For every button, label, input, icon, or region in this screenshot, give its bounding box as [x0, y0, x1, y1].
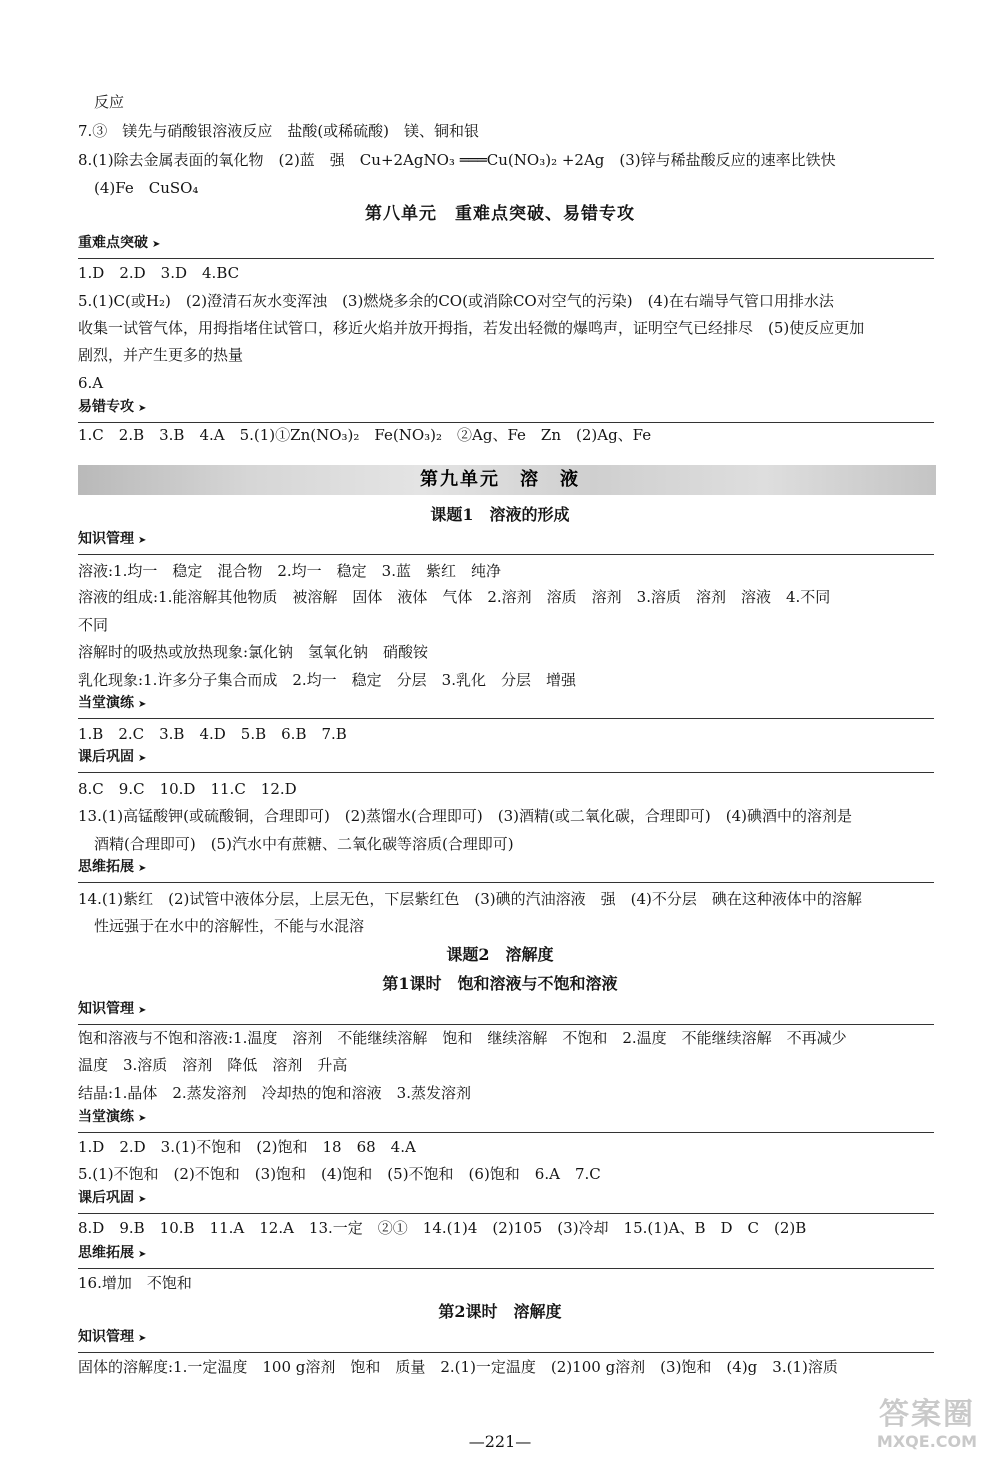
- watermark-text: 答案圈: [879, 1397, 975, 1432]
- section-label: 思维拓展: [78, 1245, 134, 1261]
- answer-line: 1.C 2.B 3.B 4.A 5.(1)①Zn(NO₃)₂ Fe(NO₃)₂ ②Ag、Fe Zn (2)Ag、Fe: [78, 426, 652, 444]
- answer-line: 性远强于在水中的溶解性，不能与水混溶: [94, 917, 365, 935]
- watermark-logo: [862, 1397, 992, 1470]
- answer-line: 5.(1)不饱和 (2)不饱和 (3)饱和 (4)饱和 (5)不饱和 (6)饱和 6.A 7.C: [78, 1165, 601, 1183]
- answer-line: 溶液:1.均一 稳定 混合物 2.均一 稳定 3.蓝 紫红 纯净: [78, 562, 501, 580]
- answer-line: 溶液的组成:1.能溶解其他物质 被溶解 固体 液体 气体 2.溶剂 溶质 溶剂 3.溶质 溶剂 溶液 4.不同: [78, 588, 831, 606]
- section-label: 知识管理: [78, 1001, 134, 1017]
- arrow-icon: ➤: [138, 753, 147, 764]
- answer-line: 14.(1)紫红 (2)试管中液体分层，上层无色，下层紫红色 (3)碘的汽油溶液 强 (4)不分层 碘在这种液体中的溶解: [78, 890, 862, 908]
- answer-line: 6.A: [78, 374, 104, 392]
- section-label: 课后巩固: [78, 1190, 134, 1206]
- answer-line: 1.D 2.D 3.(1)不饱和 (2)饱和 18 68 4.A: [78, 1138, 416, 1156]
- section-header-in-class: [78, 1110, 934, 1133]
- section-header-after-class: [78, 1191, 934, 1214]
- arrow-icon: ➤: [152, 239, 161, 250]
- section-label: 易错专攻: [78, 399, 134, 415]
- answer-line: 16.增加 不饱和: [78, 1274, 192, 1292]
- answer-line: 酒精(合理即可) (5)汽水中有蔗糖、二氧化碳等溶质(合理即可): [94, 835, 514, 853]
- arrow-icon: ➤: [138, 1005, 147, 1016]
- answer-line-8-cont: (4)Fe CuSO₄: [94, 179, 199, 197]
- answer-line: 8.D 9.B 10.B 11.A 12.A 13.一定 ②① 14.(1)4 (2)105 (3)冷却 15.(1)A、B D C (2)B: [78, 1219, 807, 1237]
- section-header-knowledge: [78, 532, 934, 555]
- answer-line: 乳化现象:1.许多分子集合而成 2.均一 稳定 分层 3.乳化 分层 增强: [78, 671, 576, 689]
- section-label: 重难点突破: [78, 235, 148, 251]
- section-header-key-points: [78, 236, 934, 259]
- section-label: 当堂演练: [78, 695, 134, 711]
- section-label: 当堂演练: [78, 1109, 134, 1125]
- unit-9-title: 第九单元 溶 液: [420, 469, 580, 490]
- arrow-icon: ➤: [138, 1333, 147, 1344]
- answer-line: 溶解时的吸热或放热现象:氯化钠 氢氧化钠 硝酸铵: [78, 643, 429, 661]
- section-header-extension: [78, 1246, 934, 1269]
- section-label: 知识管理: [78, 531, 134, 547]
- answer-line-8: 8.(1)除去金属表面的氧化物 (2)蓝 强 Cu+2AgNO₃ ═══Cu(NO₃)₂ +2Ag (3)锌与稀盐酸反应的速率比铁快: [78, 151, 836, 169]
- answer-line: 1.D 2.D 3.D 4.BC: [78, 264, 240, 282]
- answer-line: 结晶:1.晶体 2.蒸发溶剂 冷却热的饱和溶液 3.蒸发溶剂: [78, 1084, 471, 1102]
- section-header-knowledge: [78, 1002, 934, 1025]
- arrow-icon: ➤: [138, 863, 147, 874]
- lesson-1-title: 课题1 溶液的形成: [430, 505, 570, 524]
- lesson-2-title: 课题2 溶解度: [446, 945, 554, 964]
- period-2-title: 第2课时 溶解度: [438, 1302, 562, 1321]
- answer-line: 剧烈，并产生更多的热量: [78, 346, 244, 364]
- answer-line: 8.C 9.C 10.D 11.C 12.D: [78, 780, 297, 798]
- arrow-icon: ➤: [138, 535, 147, 546]
- arrow-icon: ➤: [138, 1113, 147, 1124]
- section-header-knowledge: [78, 1330, 934, 1353]
- answer-line: 13.(1)高锰酸钾(或硫酸铜，合理即可) (2)蒸馏水(合理即可) (3)酒精(或二氧化碳，合理即可) (4)碘酒中的溶剂是: [78, 807, 852, 825]
- arrow-icon: ➤: [138, 1194, 147, 1205]
- section-header-in-class: [78, 696, 934, 719]
- arrow-icon: ➤: [138, 699, 147, 710]
- section-header-error-prone: [78, 400, 934, 423]
- watermark-url: MXQE.COM: [876, 1432, 978, 1451]
- page-number: —221—: [468, 1432, 532, 1451]
- section-header-extension: [78, 860, 934, 883]
- answer-line: 收集一试管气体，用拇指堵住试管口，移近火焰并放开拇指，若发出轻微的爆鸣声，证明空气已经排尽 (5)使反应更加: [78, 319, 865, 337]
- arrow-icon: ➤: [138, 403, 147, 414]
- period-1-title: 第1课时 饱和溶液与不饱和溶液: [382, 974, 618, 993]
- answer-line: 温度 3.溶质 溶剂 降低 溶剂 升高: [78, 1056, 348, 1074]
- answer-line: 饱和溶液与不饱和溶液:1.温度 溶剂 不能继续溶解 饱和 继续溶解 不饱和 2.温度 不能继续溶解 不再减少: [78, 1029, 847, 1047]
- section-label: 知识管理: [78, 1329, 134, 1345]
- section-label: 课后巩固: [78, 749, 134, 765]
- answer-line: 5.(1)C(或H₂) (2)澄清石灰水变浑浊 (3)燃烧多余的CO(或消除CO对空气的污染) (4)在右端导气管口用排水法: [78, 292, 834, 310]
- section-label: 思维拓展: [78, 859, 134, 875]
- answer-line: 固体的溶解度:1.一定温度 100 g溶剂 饱和 质量 2.(1)一定温度 (2)100 g溶剂 (3)饱和 (4)g 3.(1)溶质: [78, 1358, 838, 1376]
- answer-line: 1.B 2.C 3.B 4.D 5.B 6.B 7.B: [78, 725, 347, 743]
- answer-line: 不同: [78, 616, 109, 634]
- answer-line-7: 7.③ 镁先与硝酸银溶液反应 盐酸(或稀硫酸) 镁、铜和银: [78, 122, 480, 140]
- text-line: 反应: [94, 93, 125, 111]
- arrow-icon: ➤: [138, 1249, 147, 1260]
- unit-8-title: 第八单元 重难点突破、易错专攻: [365, 204, 635, 224]
- section-header-after-class: [78, 750, 934, 773]
